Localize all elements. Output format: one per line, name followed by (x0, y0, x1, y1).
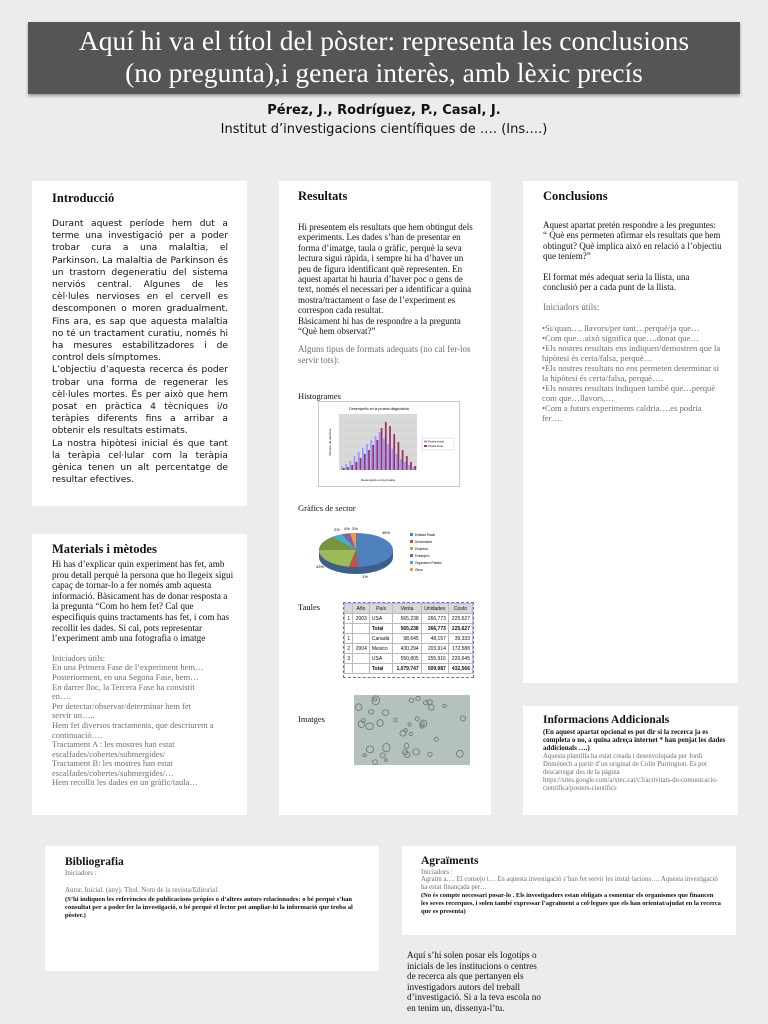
authors: Pérez, J., Rodríguez, P., Casal, J. (267, 103, 501, 118)
introduction-paragraph-3: La nostra hipòtesi inicial és que tant la teràpia cel·lular com la teràpia gènica tenen un alt percentatge de resultar efectives. (52, 438, 228, 486)
pie-pct-4: 4% (344, 526, 350, 531)
additional-info-heading: Informacions Addicionals (543, 714, 670, 726)
pie-legend-universidad: Universidad (415, 539, 432, 544)
table-label: Taules (298, 602, 321, 612)
results-body: Hi presentem els resultats que hem obtingut dels experiments. Les dades s’han de presentar en forma d’imatge, taula o gràfic, perquè la seva lectura sigui ràpida, i sempre hi ha d’haver un peu de figura identificant què representen. En aquest apartat hi hauria d’haver poc o gens de text, només el necessari per a identificar a quina mostra/tractament o fase de l’experiment es correspon cada resultat. (298, 222, 473, 316)
bibliography-panel (45, 846, 379, 971)
methods-hint-line: servir un….. (52, 710, 95, 721)
introduction-heading: Introducció (52, 191, 115, 205)
conclusions-list-item: •Si/quan…, llavors/per tant…perquè/ja que… (542, 323, 700, 334)
methods-hint-line: Tractament B: les mostres han estat (52, 758, 173, 769)
conclusions-list-item: •Els nostres resultats no ens permeten determinar si la hipòtesi és certa/falsa, perquè…. (542, 363, 719, 384)
conclusions-paragraph-2: El format més adequat seria la llista, una conclusió per a cada punt de la llista. (543, 271, 690, 293)
microscope-cells (354, 695, 470, 765)
histogram-chart (319, 402, 459, 486)
pie-legend-extranjero: Extranjero (415, 553, 430, 558)
table-header-units: Unidades (421, 604, 448, 614)
poster-title-line-1: Aquí hi va el títol del pòster: representa les conclusions (78, 25, 690, 56)
logos-placeholder-text: Aquí s’hi solen posar els logotips o inicials de les institucions o centres de recerca als que pertanyen els investigadors autors del treball d’investigació. Si a la teva escola no en tenim un, dissenya-l’tu. (407, 950, 541, 1013)
results-heading: Resultats (298, 189, 348, 203)
table-header-corner (345, 604, 353, 614)
additional-info-panel (523, 706, 738, 815)
methods-heading: Materials i mètodes (52, 542, 157, 556)
data-table (344, 603, 473, 674)
table-row: 3 USA 550,805 255,916 220,645 (345, 654, 473, 664)
pie-legend-organismo: Organismo Público (415, 560, 442, 565)
pie-legend-otros: Otros (415, 567, 423, 572)
additional-info-body: (En aquest apartat opcional es pot dir si la recerca ja es completa o no, a quina adreça internet * han penjat les dades addicionals ….) (543, 728, 726, 753)
conclusions-list-item: •Com a futurs experiments caldria….es podria fer…. (542, 403, 702, 424)
pie-legend-empresa: Empresa (415, 546, 428, 551)
acknowledgements-body: Agraïm a…. El consejo t… En aquesta investigació s’han fet servir les instal·lacions…. Aquesta investigació ha estat finançada per… (421, 876, 718, 891)
images-label: Imatges (298, 714, 325, 724)
introduction-paragraph-1: Durant aquest període hem dut a terme una investigació per a poder trobar cura a una malaltia, el Parkinson. La malaltia de Parkinson és un trastorn degeneratiu del sistema nerviós central. Algunes de les cèl·lules nervioses en el cervell es descomponen o moren gradualment. Fins ara, es sap que aquesta malaltia no té un tractament curatiu, només hi ha mesures estabilitzadores i de control dels símptomes. (52, 219, 228, 364)
bibliography-heading: Bibliografia (65, 856, 124, 868)
methods-hints (52, 654, 235, 788)
table-row: 2 2004 Mexico 430,294 203,914 172,588 (345, 644, 473, 654)
pie-chart-label: Gràfics de sector (298, 503, 356, 513)
conclusions-paragraph-1: Aquest apartat pretén respondre a les preguntes: “ Què ens permeten afirmar els resultats que hem obtingut? Què implica això en relació a l’objectiu que teníem?” (543, 220, 722, 262)
histogram-legend-initial: Prueba Inicial (428, 440, 444, 444)
histogram-legend-final: Prueba Final (428, 445, 443, 448)
table-row: 1 2003 USA 565,238 266,773 225,627 (345, 614, 473, 624)
pie-pct-3: 3% (352, 526, 358, 531)
methods-hint-line: Hem recollit les dades en un gràfic/taula… (52, 777, 198, 788)
table-header-country: País (369, 604, 392, 614)
bibliography-hint: Iniciadors : (65, 869, 97, 877)
table-row: Total 565,238 266,773 225,627 (345, 624, 473, 634)
introduction-panel (32, 181, 247, 506)
institution: Institut d’investigacions científiques de …. (Ins….) (220, 122, 548, 137)
conclusions-hint-title: Iniciadors útils: (543, 302, 600, 313)
histogram-label: Histogrames (298, 391, 341, 401)
pie-pct-46: 46% (382, 530, 391, 535)
poster-title-line-2: (no pregunta),i genera interès, amb lèxic precís (125, 57, 643, 88)
conclusions-list (539, 323, 722, 423)
conclusions-panel (523, 181, 738, 683)
conclusions-list-item: •Els nostres resultats ens indiquen/demostren que la hipòtesi és certa/falsa, perquè… (542, 343, 721, 364)
histogram-title: Desempeño en la prueba diagnóstica (349, 407, 409, 411)
table-header-cost: Costo (448, 604, 472, 614)
conclusions-list-item: •Els nostres resultats indiquen també que…perquè com que…llavors,… (542, 383, 716, 404)
bibliography-format: Autor, Inicial. (any). Títol. Nom de la revista/Editorial. (65, 886, 219, 895)
results-hint: Alguns tipus de formats adequats (no cal fer-los servir tots): (298, 344, 471, 365)
methods-hint-line: En darrer lloc, la Tercera Fase ha consistit (52, 681, 195, 692)
results-question: Bàsicament hi has de respondre a la pregunta “Què hem observat?” (298, 315, 461, 337)
pie-chart (314, 520, 470, 584)
pie-figure (314, 520, 470, 584)
methods-hint-line: Iniciadors útils: (52, 652, 106, 663)
microscope-image (354, 695, 470, 765)
introduction-paragraph-2: L’objectiu d’aquesta recerca és poder trobar una forma de regenerar les cèl·lules mortes. És per això que hem posat en pràctica 4 tècniques i/o teràpies diferents fins a arribar a obtenir els resultats estimats. (52, 365, 228, 437)
methods-hint-line: continuació…. (52, 729, 103, 740)
methods-hint-line: Tractament A : les mostres han estat (52, 739, 175, 750)
methods-hint-line: en…. (52, 691, 71, 702)
methods-hint-line: En una Primera Fase de l’experiment hem… (52, 662, 204, 673)
histogram-ylabel: Número de alumnos (328, 428, 332, 456)
methods-hint-line: escalfades/cobertes/submergides/ (52, 748, 166, 759)
methods-hint-line: escalfades/cobertes/submergides/… (52, 767, 174, 778)
pie-pct-1: 1% (362, 574, 368, 579)
poster-title-bar (28, 22, 740, 94)
data-table-figure (343, 602, 474, 678)
table-row: 1 Canadá 98,645 48,157 39,333 (345, 634, 473, 644)
histogram-xlabel: Desempeño en la prueba (361, 478, 395, 482)
pie-legend-fiscal: Entidad Fiscal (415, 532, 436, 537)
acknowledgements-hint: Iniciadors : (421, 868, 453, 876)
methods-body: Hi has d’explicar quin experiment has fet, amb prou detall perquè la persona que ho llegeix sigui capaç de tornar-lo a fer només amb aquesta informació. Bàsicament has de donar resposta a la pregunta “Com ho hem fet? Cal que especifiquis quins tractaments has fet, i com has recollit les dades. Si cal, pots representar l’experiment amb una fotografia o imatge (52, 559, 234, 644)
conclusions-heading: Conclusions (543, 189, 608, 203)
methods-hint-line: Hem fet diversos tractaments, que descriurem a (52, 719, 214, 730)
table-row: Total 1,079,747 509,987 432,566 (345, 664, 473, 674)
table-header-year: Año (353, 604, 370, 614)
pie-pct-43: 43% (316, 564, 325, 569)
additional-info-credit: Aquesta plantilla ha estat creada i desenvolupada per Jordi Domènech a partir d’un original de Colin Purrington. Es pot descarregar des de la pàgina https://sites.google.com/a/xtec.cat/c3/activitats-de-comunicacio-cientifica/posters-cientifics (543, 752, 718, 792)
acknowledgements-note: (No és compte necessari posar-lo . Els investigadors estan obligats a esmentar els organismes que financen les seves recerques, i solen també expressar l’agraïment a col·legues que els han orientat/ajudat en la recerca que es presenta) (421, 892, 721, 915)
acknowledgements-panel (402, 846, 736, 935)
methods-panel (32, 534, 247, 815)
conclusions-list-item: •Com que…això significa que….donat que… (542, 333, 699, 344)
bibliography-note: (S’hi indiquen les referències de publicacions pròpies o d’altres autors relacionades: o bé perquè s’han consultat per a poder fer la investigació, o bé perquè el lector pot ampliar-hi la informació que troba al pòster.) (65, 895, 353, 919)
methods-hint-line: Posteriorment, en una Segona Fase, hem… (52, 671, 199, 682)
acknowledgements-heading: Agraïments (421, 855, 479, 867)
pie-pct-2: 2% (334, 527, 340, 532)
table-header-sales: Venta (393, 604, 421, 614)
methods-hint-line: Per detectar/observar/determinar hem fet (52, 700, 192, 711)
histogram-figure (318, 401, 460, 487)
